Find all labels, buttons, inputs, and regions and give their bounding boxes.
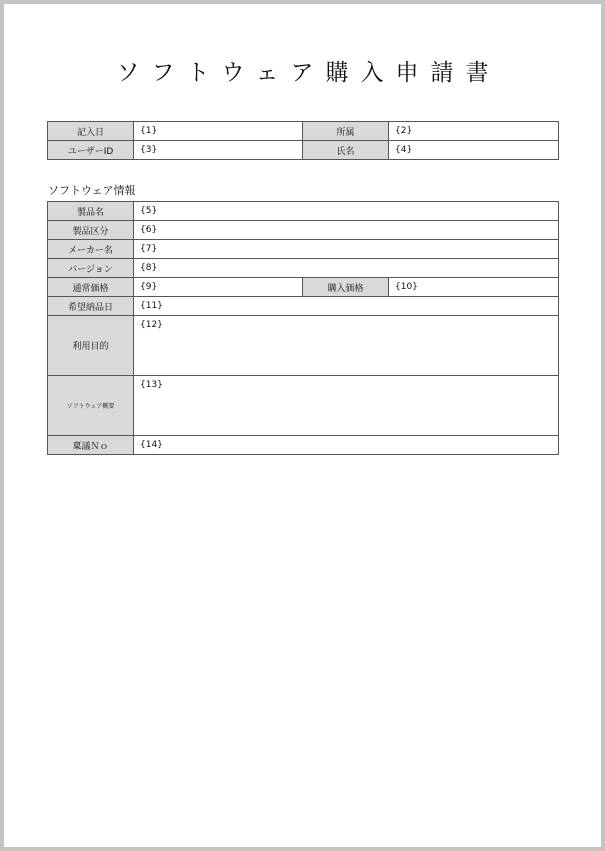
user-id-field[interactable]: {3} — [134, 141, 303, 160]
table-row — [48, 259, 559, 278]
version-label: バージョン — [48, 259, 134, 278]
department-field[interactable]: {2} — [389, 122, 559, 141]
table-row — [48, 376, 559, 436]
regular-price-label: 通常価格 — [48, 278, 134, 297]
table-row — [48, 221, 559, 240]
document-page — [4, 4, 601, 847]
proposal-number-label: 稟議Ｎｏ — [48, 436, 134, 455]
maker-name-field[interactable]: {7} — [134, 240, 559, 259]
table-row — [48, 436, 559, 455]
table-row — [48, 202, 559, 221]
table-row — [48, 297, 559, 316]
product-name-label: 製品名 — [48, 202, 134, 221]
table-row — [48, 278, 559, 297]
purpose-label: 利用目的 — [48, 316, 134, 376]
purchase-price-field[interactable]: {10} — [389, 278, 559, 297]
table-row — [48, 122, 559, 141]
product-category-label: 製品区分 — [48, 221, 134, 240]
delivery-date-field[interactable]: {11} — [134, 297, 559, 316]
table-row — [48, 316, 559, 376]
table-row — [48, 141, 559, 160]
table-row — [48, 240, 559, 259]
page-title: ソフトウェア購入申請書 — [116, 60, 501, 86]
name-field[interactable]: {4} — [389, 141, 559, 160]
user-id-label: ユーザーID — [48, 141, 134, 160]
product-category-field[interactable]: {6} — [134, 221, 559, 240]
purpose-field[interactable]: {12} — [134, 316, 559, 376]
purchase-price-label: 購入価格 — [303, 278, 389, 297]
proposal-number-field[interactable]: {14} — [134, 436, 559, 455]
date-field[interactable]: {1} — [134, 122, 303, 141]
section-heading-software: ソフトウェア情報 — [48, 184, 136, 197]
department-label: 所属 — [303, 122, 389, 141]
software-info-table — [47, 201, 559, 455]
delivery-date-label: 希望納品日 — [48, 297, 134, 316]
name-label: 氏名 — [303, 141, 389, 160]
software-overview-field[interactable]: {13} — [134, 376, 559, 436]
version-field[interactable]: {8} — [134, 259, 559, 278]
regular-price-field[interactable]: {9} — [134, 278, 303, 297]
basic-info-table — [47, 121, 559, 160]
maker-name-label: メーカー名 — [48, 240, 134, 259]
product-name-field[interactable]: {5} — [134, 202, 559, 221]
software-overview-label: ソフトウェア概要 — [48, 376, 134, 436]
date-label: 記入日 — [48, 122, 134, 141]
